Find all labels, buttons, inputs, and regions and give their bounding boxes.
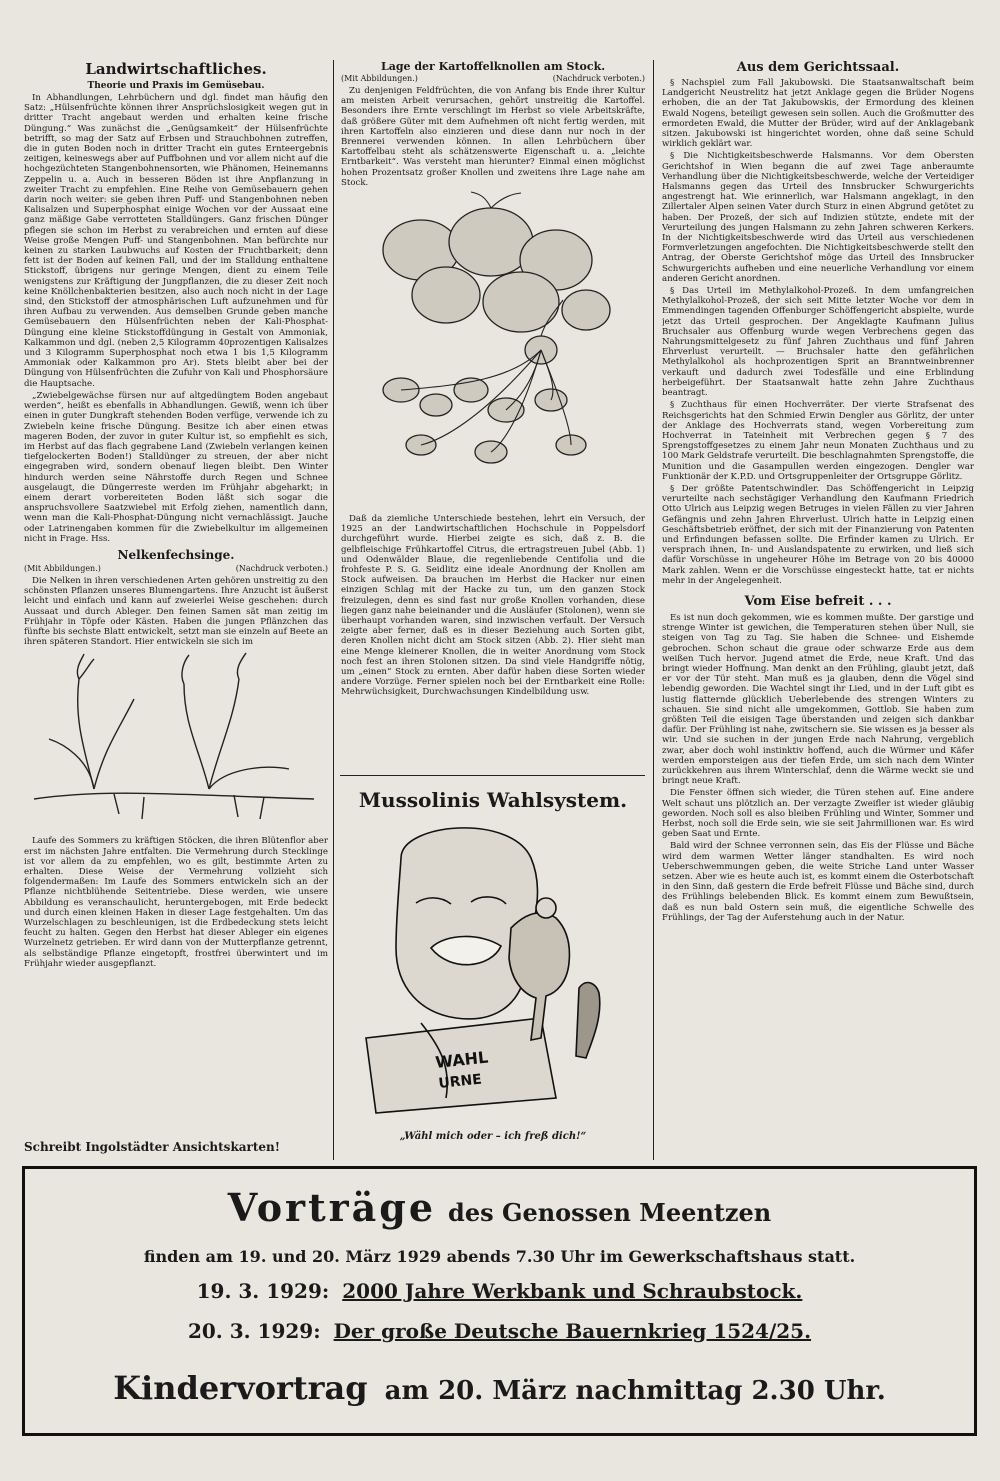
paragraph: § Die Nichtigkeitsbeschwerde Halsmanns. Vor dem Obersten Gerichtshof in Wien begann die auf zwei Tage anberaumte Verhandlung über die Nichtigkeitsbeschwerde, welche der Verteidiger Halsmanns gegen das Urteil des Innsbrucker Schwurgerichts angestrengt hat. Wie erinnerlich, war Halsmann angeklagt, in den Zillertaler Alpen seinen Vater durch Sturz in einen Abgrund getötet zu haben. Der Prozeß, der sich auf Indizien stützte, endete mit der Verurteilung des jungen Halsmann zu zehn Jahren schweren Kerkers. In der Nichtigkeitsbeschwerde wird das Urteil aus verschiedenen Formverletzungen angefochten. Die Nichtigkeitsbeschwerde stellt den Antrag, der Oberste Gerichtshof möge das Urteil des Innsbrucker Schwurgerichts aufheben und eine neuerliche Verhandlung vor einem anderen Gericht anordnen.: [662, 151, 974, 284]
column-agriculture: [24, 60, 328, 1165]
article-body-vegetables: [24, 93, 328, 544]
paragraph: § Der größte Patentschwindler. Das Schöffengericht in Leipzig verurteilte nach sechstägiger Verhandlung den Kaufmann Friedrich Otto Ulrich aus Leipzig wegen Betruges in vielen Fällen zu vier Jahren Gefängnis und zehn Jahren Ehrverlust. Ulrich hatte in Leipzig einen Geschäftsbetrieb eröffnet, der sich mit der Finanzierung von Patenten und Erfindungen befassen sollte. Die Erfinder kamen zu Ulrich. Er versprach ihnen, In- und Auslandspatente zu erwirken, und ließ sich dafür Vorschüsse in ungeheurer Höhe im Betrage von 20 bis 40000 Mark zahlen. Wenn er die Vorschüsse eingesteckt hatte, tat er nichts mehr in der Angelegenheit.: [662, 483, 974, 586]
paragraph: § Nachspiel zum Fall Jakubowski. Die Staatsanwaltschaft beim Landgericht Neustrelitz hat jetzt Anklage gegen die Brüder Nogens erhoben, die an der Tat Jakubowskis, der Ermordung des kleinen Ewald Nogens, beteiligt gewesen sein sollen. Auch die Großmutter des ermordeten Ewald, die Mutter der Brüder, wird auf der Anklagebank sitzen. Jakubowski ist hingerichtet worden, ohne daß seine Schuld wirklich geklärt war.: [662, 78, 974, 150]
paragraph: § Zuchthaus für einen Hochverräter. Der vierte Strafsenat des Reichsgerichts hat den Schmied Erwin Dengler aus Görlitz, der unter der Anklage des Hochverrats stand, wegen Vorbereitung zum Hochverrat in Tateinheit mit Verbrechen gegen § 7 des Sprengstoffgesetzes zu einem Jahr neun Monaten Zuchthaus und zu 100 Mark Geldstrafe verurteilt. Die beschlagnahmten Sprengstoffe, die Munition und die Gasampullen werden eingezogen. Dengler war Funktionär der K.P.D. und Ortsgruppenleiter der Ortsgruppe Görlitz.: [662, 400, 974, 482]
ad-children-lecture: [25, 1369, 974, 1407]
section-rule-col2: [340, 775, 645, 776]
ad-lecture-2: [25, 1319, 974, 1343]
ad-children-lecture-time: am 20. März nachmittag 2.30 Uhr.: [384, 1376, 886, 1406]
paragraph: Laufe des Sommers zu kräftigen Stöcken, die ihren Blütenflor aber erst im nächsten Jahre entfalten. Die Vermehrung durch Stecklinge ist vor allem da zu empfehlen, wo es gilt, bestimmte Arten zu erhalten. Diese Weise der Vermehrung vollzieht sich folgendermaßen: Im Laufe des Sommers entwickeln sich an der Pflanze nichtblühende Seitentriebe. Diese werden, wie unsere Abbildung es veranschaulicht, heruntergebogen, mit Erde bedeckt und durch einen kleinen Haken in dieser Lage festgehalten. Um das Wurzelschlagen zu beschleunigen, ist die Erdbedeckung stets leicht feucht zu halten. Gegen den Herbst hat dieser Ableger ein eigenes Wurzelnetz getrieben. Er wird dann von der Mutterpflanze getrennt, als selbständige Pflanze eingetopft, frostfrei überwintert und im Frühjahr wieder ausgepflanzt.: [24, 836, 328, 969]
column-rule-2: [653, 60, 654, 1160]
paragraph: Es ist nun doch gekommen, wie es kommen mußte. Der garstige und strenge Winter ist gewichen, die Temperaturen stehen über Null, sie steigen von Tag zu Tag. Sie haben die Schnee- und Eishemde gebrochen. Schon schaut die graue oder schwarze Erde aus dem weißen Tuch hervor. Jugend atmet die Erde, neue Kraft. Und das bringt wieder Hoffnung. Man denkt an den Frühling, glaubt jetzt, daß er vor der Tür steht. Man muß es ja glauben, denn die Vögel sind lebendig geworden. Die Wachtel singt ihr Lied, und in der Luft gibt es lustig flatternde glücklich Ueberlebende des strengen Winters zu schauen. Sie sind nicht alle umgekommen, Gottlob. Sie haben zum größten Teil die eisigen Tage überstanden und zeigen sich dankbar dafür. Der Frühling ist nahe, zwitschern sie. Sie wissen es ja besser als wir. Und sie suchen in der jungen Erde nach Nahrung, vergeblich zwar, aber doch wohl instinktiv hoffend, auch die Würmer und Käfer werden emporsteigen aus der tiefen Erde, um sich nach dem Winter zurückkehren aus ihrem Winterschlaf, denn die Wärme weckt sie und bringt neue Kraft.: [662, 612, 974, 787]
ad-lecture-2-date: 20. 3. 1929:: [187, 1319, 321, 1343]
paragraph: Daß da ziemliche Unterschiede bestehen, lehrt ein Versuch, der 1925 an der Landwirtschaftlichen Hochschule in Poppelsdorf durchgeführt wurde. Hierbei zeigte es sich, daß z. B. die gelbfleischige Frühkartoffel Citrus, die ertragstreuen Jubel (Abb. 1) und Odenwälder Blaue, die regenliebende Centifolia und die frohfeste P. S. G. Seidlitz eine ideale Anordnung der Knollen am Stock aufweisen. Da brauchen im Herbst die Hacker nur einen einzigen Schlag mit der Hacke zu tun, um den ganzen Stock freizulegen, denn es sind fast nur große Knollen vorhanden, diese liegen ganz nahe beieinander und die Ausläufer (Stolonen), wenn sie überhaupt vorhanden waren, sind inzwischen verfault. Der Versuch zeigte aber ferner, daß es in dieser Beziehung auch Sorten gibt, deren Knollen nicht dicht am Stock sitzen (Abb. 2). Hier sieht man eine Menge kleinerer Knollen, die in weiter Anordnung vom Stock noch fest an ihren Stolonen sitzen. Da sind viele Handgriffe nötig, um „einen“ Stock zu ernten. Aber dafür haben diese Sorten wieder andere Vorzüge. Ferner spielen noch bei der Erntbarkeit eine Rolle: Mehrwüchsigkeit, Durchwachsungen Kindelbildung usw.: [341, 514, 645, 698]
article-body-spring: [662, 613, 974, 923]
section-title-court: Aus dem Gerichtssaal.: [736, 60, 900, 75]
ad-title-speaker: des Genossen Meentzen: [448, 1198, 772, 1227]
column-potatoes: [341, 60, 645, 775]
ad-title: [25, 1185, 974, 1230]
paragraph: Zu denjenigen Feldfrüchten, die von Anfang bis Ende ihrer Kultur am meisten Arbeit verursachen, gehört unstreitig die Kartoffel. Besonders ihre Ernte verschlingt im Herbst so viele Arbeitskräfte, daß größere Güter mit dem Aufnehmen oft nicht fertig werden, mit ihren Kartoffeln also einzieren und diese dann nur noch in der Brennerei verwenden können. In allen Lehrbüchern über Kartoffelbau steht als schätzenswerte Eigenschaft u. a. „leichte Erntbarkeit“. Was versteht man hierunter? Einmal einen möglichst hohen Prozentsatz großer Knollen und zweitens ihre Lage nahe am Stock.: [341, 86, 645, 188]
section-subtitle-vegetables: Theorie und Praxis im Gemüsebau.: [87, 81, 265, 91]
potato-illustration: [341, 190, 641, 512]
paragraph: § Das Urteil im Methylalkohol-Prozeß. In dem umfangreichen Methylalkohol-Prozeß, der sich seit Mitte letzter Woche vor dem in Emmendingen tagenden Offenburger Schöffengericht abspielte, wurde jetzt das Urteil gesprochen. Der Angeklagte Kaufmann Julius Bruchsaler aus Offenburg wurde wegen Verbrechens gegen das Nahrungsmittelgesetz zu fünf Jahren Zuchthaus und fünf Jahren Ehrverlust verurteilt. — Bruchsaler hatte den gefährlichen Methylalkohol als hochprozentigen Sprit an Branntweinbrenner verkauft und dadurch zwei Todesfälle und eine Erblindung herbeigeführt. Der Staatsanwalt hatte zehn Jahre Zuchthaus beantragt.: [662, 286, 974, 399]
illustration-note: (Mit Abbildungen.): [24, 563, 101, 573]
ad-lecture-2-topic: Der große Deutsche Bauernkrieg 1524/25.: [333, 1319, 812, 1343]
cartoon-caption: „Wähl mich oder – ich freß dich!“: [399, 1131, 587, 1142]
ad-title-lectures: Vorträge: [227, 1185, 437, 1230]
section-title-spring: Vom Eise befreit . . .: [744, 593, 892, 609]
ad-lecture-1-topic: 2000 Jahre Werkbank und Schraubstock.: [342, 1279, 803, 1303]
article-body-carnations: [24, 576, 328, 647]
paragraph: Die Fenster öffnen sich wieder, die Türen stehen auf. Eine andere Welt schaut uns plötzlich an. Der verzagte Zweifler ist wieder gläubig geworden. Noch soll es also bleiben Frühling und Winter, Sommer und Herbst, noch soll die Erde sein, wie sie seit Jahrmillionen war. Es wird geben Saat und Ernte.: [662, 788, 974, 840]
ad-children-lecture-label: Kindervortrag: [113, 1369, 368, 1407]
paragraph: Bald wird der Schnee verronnen sein, das Eis der Flüsse und Bäche wird dem warmen Wetter länger standhalten. Es wird noch Ueberschwemmungen geben, die weite Striche Land unter Wasser setzen. Aber wie es heute auch ist, es kommt einem die Osterbotschaft in den Sinn, daß gestern die Erde befreit Flüsse und Bäche sind, durch des Frühlings belebenden Blick. Es kommt einem zum Bewußtsein, daß es nun bald Ostern sein muß, die eigentliche Schwelle des Frühlings, der Tag der Auferstehung auch in der Natur.: [662, 841, 974, 923]
article-body-court: [662, 78, 974, 586]
ad-schedule-line: finden am 19. und 20. März 1929 abends 7.30 Uhr im Gewerkschaftshaus statt.: [143, 1247, 856, 1266]
reprint-note: (Nachdruck verboten.): [552, 74, 645, 83]
illustration-note: (Mit Abbildungen.): [341, 74, 418, 83]
paragraph: Die Nelken in ihren verschiedenen Arten gehören unstreitig zu den schönsten Pflanzen unseres Blumengartens. Ihre Anzucht ist äußerst leicht und einfach und kann auf zweierlei Weise geschehen: durch Aussaat und durch Ableger. Den feinen Samen sät man zeitig im Frühjahr in Töpfe oder Kästen. Haben die jungen Pflänzchen das fünfte bis sechste Blatt entwickelt, setzt man sie einzeln auf Beete an ihren späteren Standort. Hier entwickeln sie sich im: [24, 575, 328, 648]
postcard-slogan: Schreibt Ingolstädter Ansichtskarten!: [24, 1140, 281, 1154]
cartoon-title: Mussolinis Wahlsystem.: [358, 788, 628, 812]
note-row: [341, 74, 645, 83]
lecture-advertisement: [22, 1166, 977, 1436]
ad-lecture-1: [25, 1279, 974, 1303]
mussolini-cartoon: [341, 818, 641, 1123]
ad-lecture-1-date: 19. 3. 1929:: [196, 1279, 330, 1303]
carnation-illustration: [24, 649, 324, 834]
section-title-agriculture: Landwirtschaftliches.: [85, 60, 267, 78]
section-title-potatoes: Lage der Kartoffelknollen am Stock.: [380, 60, 606, 73]
ballot-box-label-2: URNE: [437, 1071, 483, 1092]
article-body-carnations-2: [24, 836, 328, 969]
section-title-carnations: Nelkenfechsinge.: [117, 547, 235, 562]
reprint-note: (Nachdruck verboten.): [235, 563, 328, 573]
note-row: [24, 564, 328, 573]
ballot-box-label-1: WAHL: [434, 1047, 490, 1072]
paragraph: In Abhandlungen, Lehrbüchern und dgl. findet man häufig den Satz: „Hülsenfrüchte können ihrer Ansprüchslosigkeit wegen gut in dritter Tracht angebaut werden und erhalten keine frische Düngung.“ Was zunächst die „Genügsamkeit“ der Hülsenfrüchte betrifft, so mag der Satz auf Erbsen und Strauchbohnen zutreffen, die in guten Boden noch in dritter Tracht ein gutes Ernteergebnis zeitigen, keineswegs aber auf Puffbohnen und vor allem nicht auf die hochgezüchteten Stangenbohnensorten, wie Phänomen, Heinemanns Zeppelin u. a. Auch in besseren Böden ist ihre Anpflanzung in zweiter Tracht zu empfehlen. Eine Reihe von Gemüsebauern gehen darin noch weiter: sie geben ihren Puff- und Stangenbohnen neben Kalisalzen und Superphosphat einige Wochen vor der Aussaat eine ganz mäßige Gabe verrotteten Stalldüngers. Ganz frischen Dünger pflegen sie schon im Herbst zu verabreichen und ernten auf diese Weise große Mengen Puff- und Stangenbohnen. Man befürchte nur keinen zu starken Laubwuchs auf Kosten der Fruchtbarkeit; denn fett ist der Boden auf keinen Fall, und der im Stalldung enthaltene Stickstoff, übrigens nur geringe Mengen, dient zu einem Teile wenigstens zur Kräftigung der Jungpflanzen, die zu dieser Zeit noch keine Knöllchenbakterien besitzen, also auch noch nicht in der Lage sind, den Stickstoff der atmosphärischen Luft aufzunehmen und für ihren Aufbau zu verwenden. Aus demselben Grunde geben manche Gemüsebauern den Hülsenfrüchten neben der Kali-Phosphat-Düngung eine kleine Stickstoffdüngung in Gestalt von Ammoniak, Kalkammon und dgl. (neben 2,5 Kilogramm 40prozentigen Kalisalzes und 3 Kilogramm Superphosphat noch etwa 1 bis 1,5 Kilogramm Ammoniak oder Kalkammon pro Ar). Stets bleibt aber bei der Düngung von Hülsenfrüchten die Zufuhr von Kali und Phosphorsäure die Hauptsache.: [24, 93, 328, 389]
paragraph: „Zwiebelgewächse fürsen nur auf altgedüngtem Boden angebaut werden“, heißt es ebenfalls in Abhandlungen. Gewiß, wenn ich über einen in guter Dungkraft stehenden Boden verfüge, verwende ich zu Zwiebeln keine frische Düngung. Besitze ich aber einen etwas mageren Boden, der zuvor in guter Kultur ist, so empfiehlt es sich, im Herbst auf das flach gegrabene Land (Zwiebeln verlangen keinen tiefgelockerten Boden!) Stalldünger zu streuen, der aber nicht eingegraben wird, sondern obenauf liegen bleibt. Den Winter hindurch werden seine Nährstoffe durch Regen und Schnee ausgelaugt, die Düngerreste werden im Frühjahr abgeharkt; in einem derart vorbereiteten Boden läßt sich sogar die anspruchsvollere Saatzwiebel mit Erfolg ziehen, namentlich dann, wenn man die Kali-Phosphat-Düngung nicht vernachlässigt. Jauche oder Latrinengaben kommen für die Zwiebelkultur im allgemeinen nicht in Frage. Hss.: [24, 390, 328, 544]
cartoon-block: [341, 780, 645, 1160]
article-body-potatoes-2: [341, 514, 645, 698]
article-body-potatoes: [341, 86, 645, 188]
column-court: [662, 60, 974, 1160]
column-rule-1: [333, 60, 334, 1160]
